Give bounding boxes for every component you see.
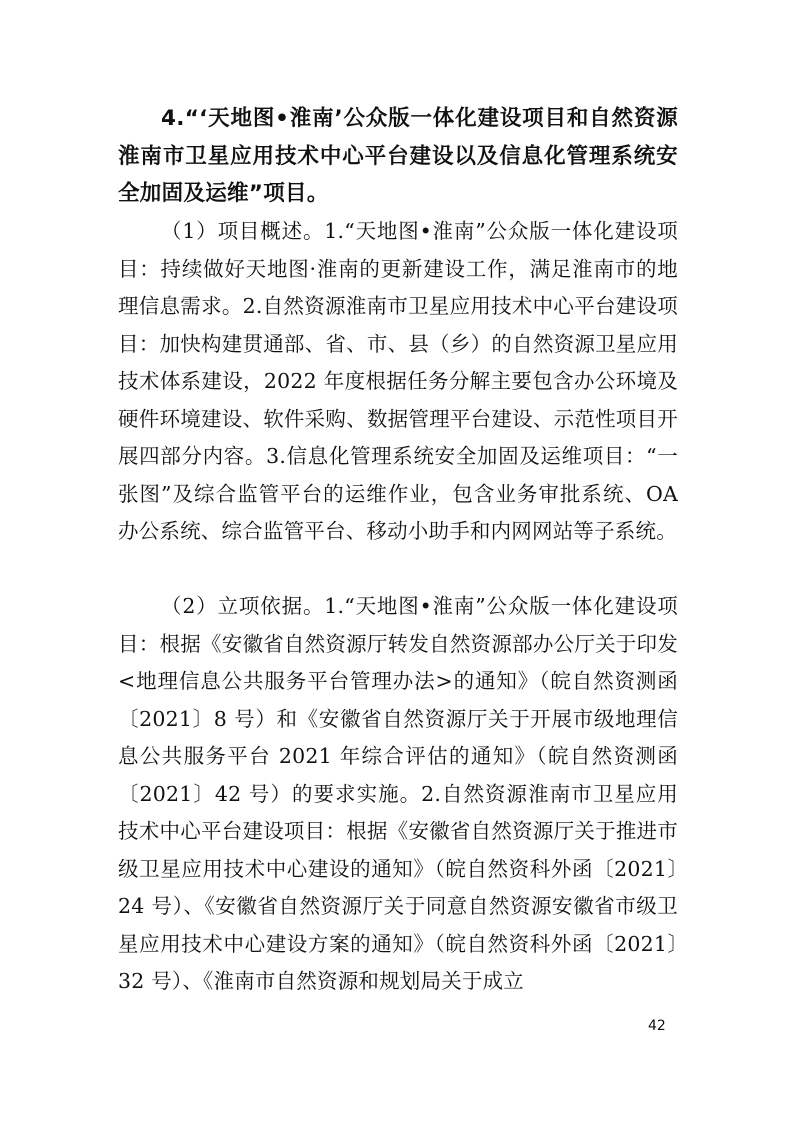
page-number: 42 [648, 1018, 666, 1034]
paragraph-project-basis: （2）立项依据。1.“天地图•淮南”公众版一体化建设项目：根据《安徽省自然资源厅转发自然资源部办公厅关于印发<地理信息公共服务平台管理办法>的通知》（皖自然资测函〔2021〕8 号）和《安徽省自然资源厅关于开展市级地理信息公共服务平台 2021 年综合评估的通知》（皖自然资测函〔2021〕42 号）的要求实施。2.自然资源淮南市卫星应用技术中心平台建设项目：根据《安徽省自然资源厅关于推进市级卫星应用技术中心建设的通知》（皖自然资科外函〔2021〕24 号）、《安徽省自然资源厅关于同意自然资源安徽省市级卫星应用技术中心建设方案的通知》（皖自然资科外函〔2021〕32 号）、《淮南市自然资源和规划局关于成立 [118, 594, 678, 993]
paragraph-project-overview: （1）项目概述。1.“天地图•淮南”公众版一体化建设项目：持续做好天地图·淮南的更新建设工作，满足淮南市的地理信息需求。2.自然资源淮南市卫星应用技术中心平台建设项目：加快构建贯通部、省、市、县（乡）的自然资源卫星应用技术体系建设，2022 年度根据任务分解主要包含办公环境及硬件环境建设、软件采购、数据管理平台建设、示范性项目开展四部分内容。3.信息化管理系统安全加固及运维项目：“一张图”及综合监管平台的运维作业，包含业务审批系统、OA 办公系统、综合监管平台、移动小助手和内网网站等子系统。 [118, 219, 678, 543]
section-heading: 4.“‘天地图•淮南’公众版一体化建设项目和自然资源淮南市卫星应用技术中心平台建设以及信息化管理系统安全加固及运维”项目。 [118, 106, 678, 206]
